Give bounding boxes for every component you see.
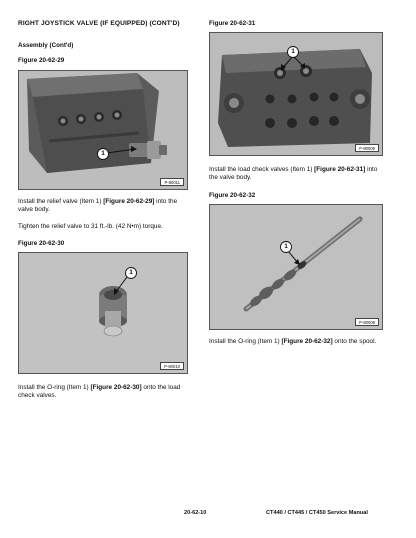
callout-label: 1: [101, 150, 105, 157]
callout-label: 1: [129, 269, 133, 276]
figure-20-62-29-photo: [18, 70, 188, 190]
figure-reference: [Figure 20-62-31]: [314, 166, 366, 173]
callout-label: 1: [284, 243, 288, 250]
figure-caption-20-62-32: Figure 20-62-32: [209, 192, 256, 199]
figure-20-62-31-photo: [209, 32, 383, 156]
figure-reference: [Figure 20-62-30]: [90, 384, 142, 391]
photo-code: P-80009: [355, 144, 379, 152]
figure-caption-20-62-29: Figure 20-62-29: [18, 57, 65, 64]
figure-reference: [Figure 20-62-32]: [281, 338, 333, 345]
spool-photo: [210, 205, 382, 329]
paragraph-load-check-valves: Install the load check valves (Item 1) [Figure 20-62-31] into the valve body.: [209, 166, 378, 182]
paragraph-o-ring-spool: Install the O-ring (Item 1) [Figure 20-62-32] onto the spool.: [209, 338, 377, 345]
page-number: 20-62-10: [184, 510, 207, 516]
paragraph-relief-valve: Install the relief valve (Item 1) [Figure 20-62-29] into the valve body.: [18, 198, 178, 214]
manual-title: CT440 / CT445 / CT450 Service Manual: [266, 510, 368, 516]
photo-code: P-80011: [160, 178, 184, 186]
relief-valve-photo: [19, 71, 187, 189]
figure-caption-20-62-30: Figure 20-62-30: [18, 240, 65, 247]
load-check-valve-photo: [19, 253, 187, 373]
photo-code: P-80008: [355, 318, 379, 326]
callout-label: 1: [291, 48, 295, 55]
figure-reference: [Figure 20-62-29]: [103, 198, 155, 205]
valve-body-photo: [210, 33, 382, 155]
paragraph-torque: Tighten the relief valve to 31 ft.-lb. (42 N•m) torque.: [18, 223, 163, 230]
figure-caption-20-62-31: Figure 20-62-31: [209, 20, 256, 27]
section-title: RIGHT JOYSTICK VALVE (IF EQUIPPED) (CONT'D): [18, 20, 180, 27]
paragraph-o-ring-check-valves: Install the O-ring (Item 1) [Figure 20-62-30] onto the load check valves.: [18, 384, 181, 400]
figure-20-62-30-photo: [18, 252, 188, 374]
figure-20-62-32-photo: [209, 204, 383, 330]
subsection-title: Assembly (Cont'd): [18, 42, 74, 49]
photo-code: P-80010: [160, 362, 184, 370]
